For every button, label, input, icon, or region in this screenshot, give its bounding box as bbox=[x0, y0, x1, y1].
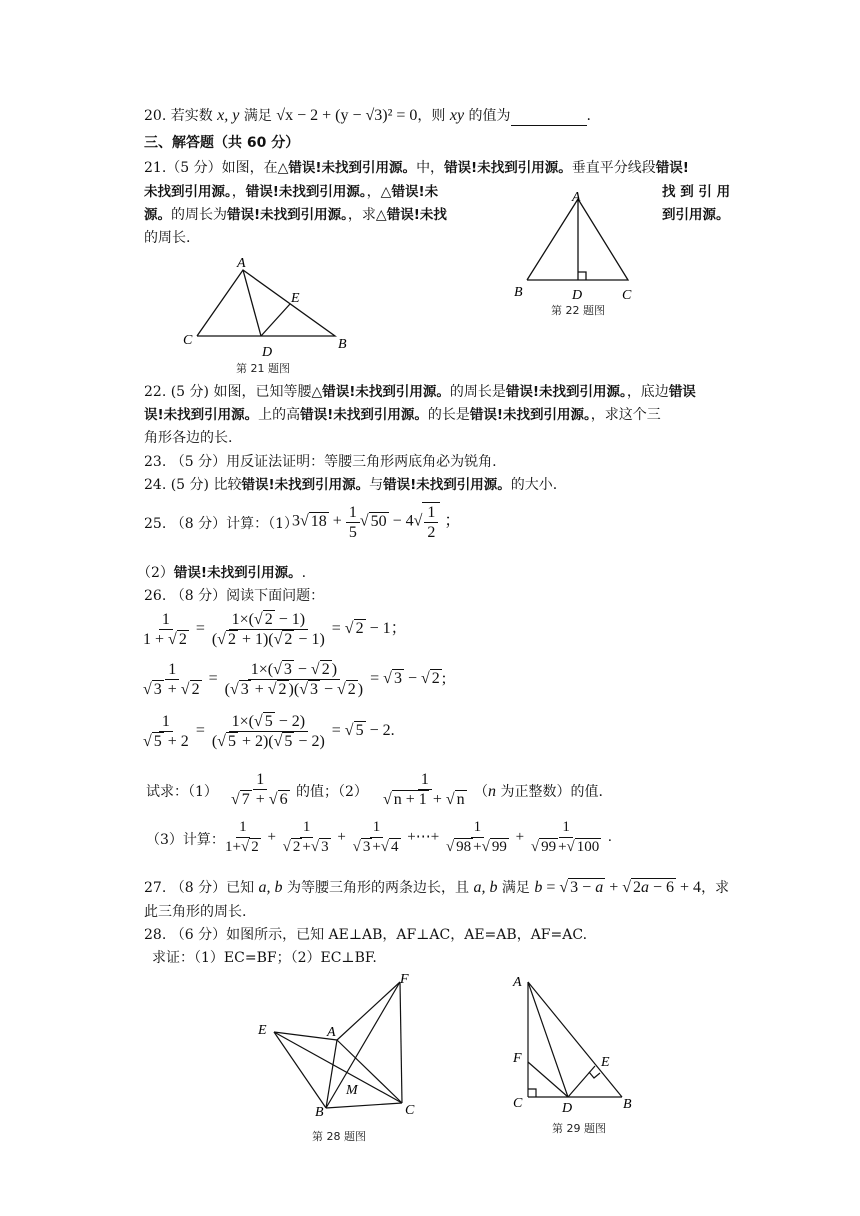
ref-error: 错误!未找到引用源。 bbox=[173, 565, 302, 581]
ref-error: 错误!未找到引用源。 bbox=[469, 407, 591, 423]
q28-line1: 28. （6 分）如图所示，已知 AE⊥AB，AF⊥AC，AE=AB，AF=AC. bbox=[144, 927, 588, 943]
q20-vars: x, y bbox=[217, 107, 240, 124]
q26-ask-1-fraction: $\frac{1}{√ 7 + √ 6}$ bbox=[231, 771, 288, 808]
q26-ask-2-fraction: $\frac{1}{√ n + 1 + √ n}$ bbox=[383, 771, 465, 808]
q26-ask-1: 试求：（1） bbox=[146, 784, 218, 800]
fig28-label-b: B bbox=[315, 1105, 324, 1120]
fig29-label-c: C bbox=[513, 1096, 523, 1111]
fig29-label-f: F bbox=[513, 1051, 522, 1066]
q25-line2: （2）错误!未找到引用源。. bbox=[137, 565, 307, 581]
q27-condition: b = √ 3 − a + √ 2a − 6 + 4 bbox=[534, 879, 702, 896]
q27-line2: 此三角形的周长. bbox=[144, 904, 247, 920]
q24-line: 24. (5 分) 比较错误!未找到引用源。与错误!未找到引用源。的大小. bbox=[144, 477, 558, 493]
q23-line: 23. （5 分）用反证法证明：等腰三角形两底角必为锐角. bbox=[144, 454, 497, 470]
fig28-caption: 第 28 题图 bbox=[312, 1130, 366, 1143]
fig22-label-d: D bbox=[572, 288, 583, 303]
ref-error: 错误!未找到引用源。 bbox=[322, 384, 450, 400]
q22-line3: 角形各边的长. bbox=[144, 430, 233, 446]
fig29-label-e: E bbox=[601, 1055, 610, 1070]
fig28-label-f: F bbox=[400, 972, 409, 987]
fig22-label-c: C bbox=[622, 288, 632, 303]
answer-blank bbox=[511, 111, 587, 126]
q26-example-3: $\frac{1}{√ 5 + 2}$ = $\frac{1\times(√ 5 - 2)}{(√ 5 + 2)(√ 5 - 2)}$ = √ 5 − 2. bbox=[143, 713, 395, 750]
q26-sum-expression: $\frac{1}{1+√ 2}$ + $\frac{1}{√ 2 +√ 3}$ + $\frac{1}{√ 3 +√ 4}$ +⋯+ $\frac{1}{√ 98 +√ 99}$ + $\frac{1}{√ 99 +√ 100}$ . bbox=[225, 819, 612, 855]
fig21-label-a: A bbox=[237, 256, 246, 271]
q21-line3: 源。的周长为错误!未找到引用源。，求△错误!未找 bbox=[144, 207, 447, 223]
fig21-label-d: D bbox=[262, 345, 273, 360]
q22-line1: 22. (5 分) 如图，已知等腰△错误!未找到引用源。的周长是错误!未找到引用源。，底边错误 bbox=[144, 384, 696, 400]
fig29-label-a: A bbox=[513, 975, 522, 990]
fig21-caption: 第 21 题图 bbox=[236, 362, 290, 375]
q21-line3-right: 到引用源。 bbox=[662, 207, 730, 223]
fig28-label-a: A bbox=[327, 1025, 336, 1040]
fig28-label-m: M bbox=[346, 1083, 358, 1098]
q26-ask-2: 的值；（2） bbox=[296, 784, 368, 800]
q26-example-2: $\frac{1}{√ 3 + √ 2}$ = $\frac{1\times(√ 3 - √ 2 )}{(√ 3 + √ 2 )(√ 3 - √ 2 )}$ = √ 3 − √ 2 ; bbox=[143, 661, 447, 698]
ref-error: 错误!未找到引用源。 bbox=[383, 477, 511, 493]
fig28-label-e: E bbox=[258, 1023, 267, 1038]
fig22-label-a: A bbox=[572, 190, 581, 205]
fig28-label-c: C bbox=[405, 1103, 415, 1118]
q21-line1: 21.（5 分）如图，在△错误!未找到引用源。中，错误!未找到引用源。垂直平分线段错误! bbox=[144, 160, 689, 176]
fig29-label-d: D bbox=[562, 1101, 573, 1116]
q26-ask-2-tail: （n 为正整数）的值. bbox=[474, 783, 603, 800]
q21-line4: 的周长. bbox=[144, 230, 191, 246]
ref-error: 错误!未找到引用源。 bbox=[241, 477, 370, 493]
q21-line2-right: 找 到 引 用 bbox=[662, 184, 731, 200]
q20-equation: √x − 2 + (y − √3)² = 0 bbox=[276, 107, 418, 124]
q26-calc-label: （3）计算： bbox=[146, 832, 225, 848]
fig21-label-e: E bbox=[291, 291, 300, 306]
q25-line1: 25. （8 分）计算：（1） bbox=[144, 516, 298, 532]
ref-error: 错误!未找到引用源。 bbox=[288, 160, 417, 176]
q20-line: 20. 若实数 x, y 满足 √x − 2 + (y − √3)² = 0，则 xy 的值为 . bbox=[144, 107, 591, 124]
fig29-label-b: B bbox=[623, 1097, 632, 1112]
q25-expression: 3√ 18 + $\frac{1}{5}$ √ 50 − 4√ $\frac{1}{2}$ ； bbox=[292, 503, 461, 541]
q27-line1: 27. （8 分）已知 a, b 为等腰三角形的两条边长，且 a, b 满足 b = √ 3 − a + √ 2a − 6 + 4，求 bbox=[144, 879, 730, 896]
figure-22 bbox=[508, 185, 638, 305]
q28-line2: 求证：（1）EC=BF；（2）EC⊥BF. bbox=[152, 950, 377, 966]
fig22-caption: 第 22 题图 bbox=[551, 304, 605, 317]
ref-error: 错误!未找到引用源。 bbox=[444, 160, 572, 176]
q21-line2: 未找到引用源。，错误!未找到引用源。，△错误!未 bbox=[144, 184, 439, 200]
ref-error: 错误!未找到引用源。 bbox=[300, 407, 428, 423]
figure-21 bbox=[175, 250, 365, 360]
ref-error: 错误!未找到引用源。 bbox=[505, 384, 627, 400]
fig29-caption: 第 29 题图 bbox=[552, 1122, 606, 1135]
ref-error: 错误!未找到引用源。 bbox=[245, 184, 367, 200]
fig21-label-c: C bbox=[183, 333, 193, 348]
fig21-label-b: B bbox=[338, 337, 347, 352]
figure-28 bbox=[250, 970, 430, 1120]
q26-example-1: $\frac{1}{1 + √ 2}$ = $\frac{1\times(√ 2 - 1)}{(√ 2 + 1)(√ 2 - 1)}$ = √ 2 − 1； bbox=[143, 611, 407, 648]
figure-29 bbox=[505, 972, 645, 1117]
fig22-label-b: B bbox=[514, 285, 523, 300]
q22-line2: 误!未找到引用源。上的高错误!未找到引用源。的长是错误!未找到引用源。，求这个三 bbox=[144, 407, 661, 423]
q26-title: 26. （8 分）阅读下面问题： bbox=[144, 588, 325, 604]
section-heading: 三、解答题（共 60 分） bbox=[144, 135, 300, 151]
ref-error: 错误!未找到引用源。 bbox=[227, 207, 348, 223]
